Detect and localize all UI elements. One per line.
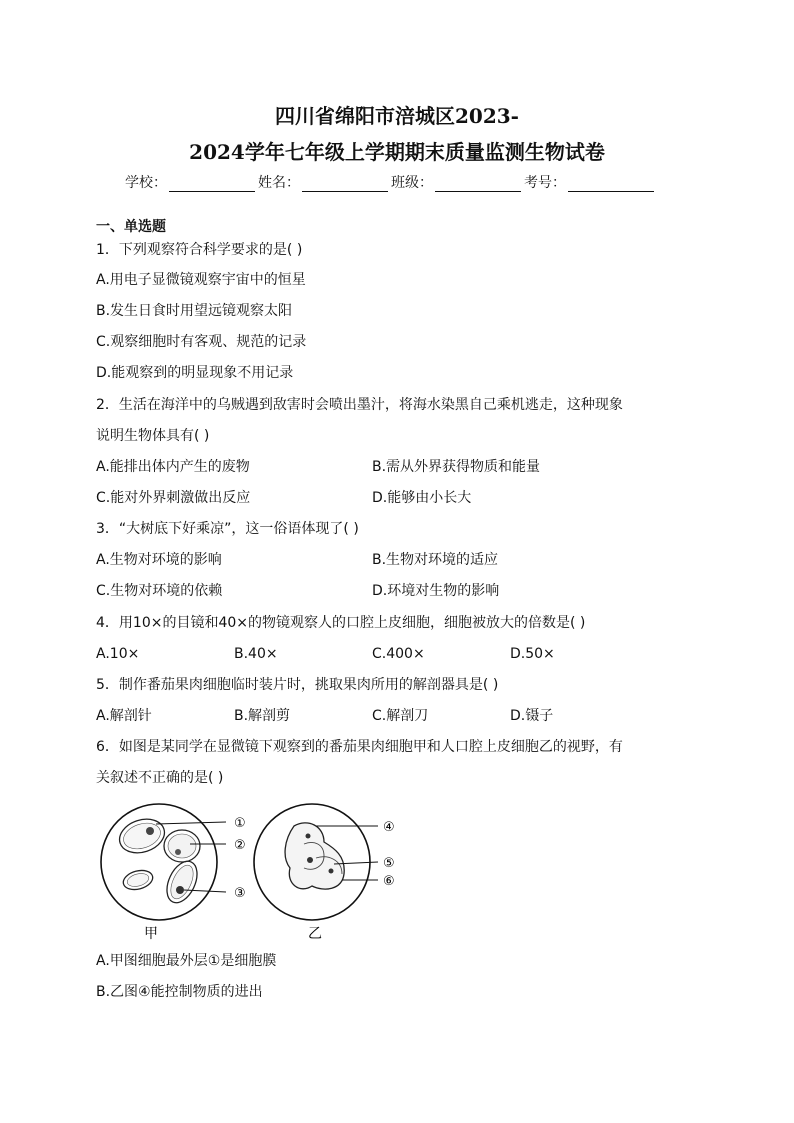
q1-option-b: B.发生日食时用望远镜观察太阳 — [96, 303, 293, 319]
cell-diagram-svg — [98, 798, 428, 944]
q4-option-c: C.400× — [372, 646, 425, 662]
exam-number-blank — [568, 177, 654, 192]
label-1: ① — [234, 816, 246, 831]
q2-stem-line2: 说明生物体具有( ) — [96, 428, 210, 444]
q4-option-b: B.40× — [234, 646, 278, 662]
student-info-row — [125, 172, 657, 192]
class-blank — [435, 177, 521, 192]
q1-stem: 1．下列观察符合科学要求的是( ) — [96, 242, 303, 258]
q2-stem-line1: 2．生活在海洋中的乌贼遇到敌害时会喷出墨汁，将海水染黑自己乘机逃走，这种现象 — [96, 397, 623, 413]
label-4: ④ — [383, 820, 395, 835]
field-of-view-left — [101, 804, 217, 920]
q4-option-a: A.10× — [96, 646, 140, 662]
q5-option-a: A.解剖针 — [96, 708, 152, 724]
q2-option-b: B.需从外界获得物质和能量 — [372, 459, 541, 475]
q1-option-c: C.观察细胞时有客观、规范的记录 — [96, 334, 307, 350]
school-blank — [169, 177, 255, 192]
name-blank — [302, 177, 388, 192]
q4-option-d: D.50× — [510, 646, 555, 662]
q5-option-b: B.解剖剪 — [234, 708, 291, 724]
label-5: ⑤ — [383, 856, 395, 871]
tomato-cell-2 — [164, 830, 200, 862]
label-2: ② — [234, 838, 246, 853]
tomato-cell-3 — [121, 867, 155, 892]
q6-option-a: A.甲图细胞最外层①是细胞膜 — [96, 953, 277, 969]
school-label: 学校： — [125, 175, 167, 191]
q1-option-d: D.能观察到的明显现象不用记录 — [96, 365, 294, 381]
q5-option-d: D.镊子 — [510, 708, 554, 724]
q6-stem-line2: 关叙述不正确的是( ) — [96, 770, 224, 786]
label-6: ⑥ — [383, 874, 395, 889]
q5-stem: 5．制作番茄果肉细胞临时装片时，挑取果肉所用的解剖器具是( ) — [96, 677, 499, 693]
section-heading: 一、单选题 — [96, 219, 166, 235]
q5-option-c: C.解剖刀 — [372, 708, 429, 724]
exam-title-line1: 四川省绵阳市涪城区2023- — [275, 104, 519, 128]
name-label: 姓名： — [258, 175, 300, 191]
q2-option-c: C.能对外界刺激做出反应 — [96, 490, 251, 506]
class-label: 班级： — [391, 175, 433, 191]
q2-option-d: D.能够由小长大 — [372, 490, 472, 506]
cheek-cell-group — [285, 823, 344, 889]
q2-option-a: A.能排出体内产生的废物 — [96, 459, 250, 475]
tomato-cell-1 — [115, 814, 169, 859]
pointer-line-3 — [184, 890, 226, 892]
q6-stem-line1: 6．如图是某同学在显微镜下观察到的番茄果肉细胞甲和人口腔上皮细胞乙的视野，有 — [96, 739, 623, 755]
pointer-line-1 — [156, 822, 226, 824]
q6-option-b: B.乙图④能控制物质的进出 — [96, 984, 263, 1000]
q4-stem: 4．用10×的目镜和40×的物镜观察人的口腔上皮细胞，细胞被放大的倍数是( ) — [96, 615, 586, 631]
q3-option-b: B.生物对环境的适应 — [372, 552, 499, 568]
caption-left: 甲 — [144, 926, 158, 942]
caption-right: 乙 — [308, 926, 322, 942]
q1-option-a: A.用电子显微镜观察宇宙中的恒星 — [96, 272, 306, 288]
exam-title-line2: 2024学年七年级上学期期末质量监测生物试卷 — [189, 140, 605, 164]
q3-option-c: C.生物对环境的依赖 — [96, 583, 223, 599]
q3-option-d: D.环境对生物的影响 — [372, 583, 500, 599]
exam-number-label: 考号： — [524, 175, 566, 191]
q3-stem: 3．“大树底下好乘凉”，这一俗语体现了( ) — [96, 521, 359, 537]
tomato-cell-4 — [161, 857, 203, 908]
label-3: ③ — [234, 886, 246, 901]
cell-microscope-figure — [98, 798, 428, 944]
q3-option-a: A.生物对环境的影响 — [96, 552, 222, 568]
